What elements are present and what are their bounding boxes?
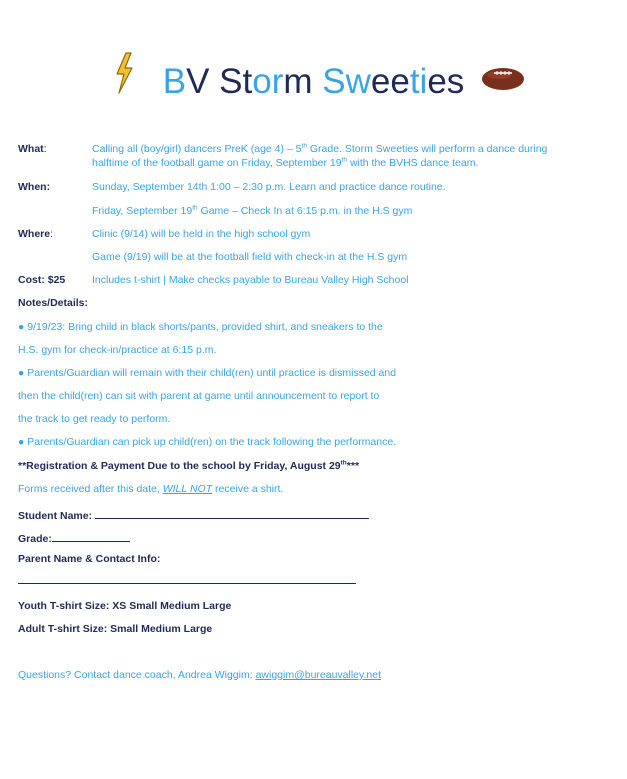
page-title: BV Storm Sweeties (162, 62, 465, 101)
cost-label: Cost: $25 (18, 274, 66, 286)
notes-line: the track to get ready to perform. (18, 413, 171, 425)
where-line-2: Game (9/19) will be at the football field with check-in at the H.S gym (92, 251, 408, 263)
student-name-field[interactable]: Student Name: (18, 507, 369, 522)
forms-notice: Forms received after this date, WILL NOT receive a shirt. (18, 483, 284, 495)
notes-line: ● Parents/Guardian can pick up child(ren) on the track following the performance. (18, 436, 397, 448)
when-line-2: Friday, September 19th Game – Check In at 6:15 p.m. in the H.S gym (92, 204, 413, 217)
parent-contact-label: Parent Name & Contact Info: (18, 553, 161, 565)
grade-field[interactable]: Grade: (18, 530, 130, 545)
adult-shirt-size: Adult T-shirt Size: Small Medium Large (18, 623, 213, 635)
when-line-1: Sunday, September 14th 1:00 – 2:30 p.m. Learn and practice dance routine. (92, 181, 446, 193)
notes-line: then the child(ren) can sit with parent at game until announcement to report to (18, 390, 380, 402)
contact-email-link[interactable]: awiggim@bureauvalley.net (255, 669, 382, 681)
where-label: Where: (18, 228, 54, 240)
youth-shirt-size: Youth T-shirt Size: XS Small Medium Large (18, 600, 232, 612)
notes-line: H.S. gym for check-in/practice at 6:15 p.m. (18, 344, 217, 356)
contact-line: Questions? Contact dance coach, Andrea Wiggim: awiggim@bureauvalley.net (18, 669, 382, 681)
parent-contact-line[interactable] (18, 583, 356, 584)
football-icon (481, 67, 525, 91)
what-text: Calling all (boy/girl) dancers PreK (age 4) – 5th Grade. Storm Sweeties will perform a dance during halftime of the football game on Friday, September 19th with the BVHS dance team. (92, 142, 548, 169)
where-line-1: Clinic (9/14) will be held in the high school gym (92, 228, 311, 240)
what-label: What: (18, 143, 47, 155)
cost-text: Includes t-shirt | Make checks payable to Bureau Valley High School (92, 274, 409, 286)
student-name-line[interactable] (95, 507, 369, 519)
registration-deadline: **Registration & Payment Due to the school by Friday, August 29th*** (18, 459, 360, 472)
grade-line[interactable] (52, 530, 130, 542)
notes-line: ● 9/19/23: Bring child in black shorts/pants, provided shirt, and sneakers to the (18, 321, 383, 333)
notes-label: Notes/Details: (18, 297, 89, 309)
notes-line: ● Parents/Guardian will remain with their child(ren) until practice is dismissed and (18, 367, 397, 379)
when-label: When: (18, 181, 51, 193)
